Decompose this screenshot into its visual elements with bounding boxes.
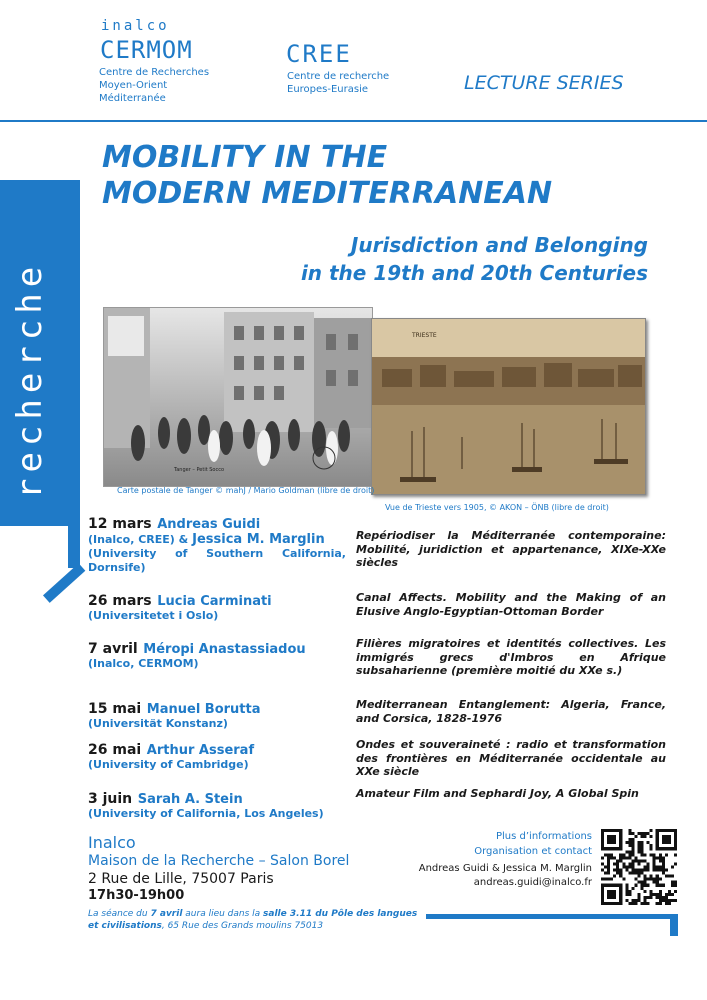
venue-note [88,908,418,932]
event-speaker-block [88,638,346,671]
info-subheading: Organisation et contact [474,846,592,857]
qr-code-drawing [601,829,677,905]
qr-code-icon[interactable] [601,829,677,905]
cree-sub-line: Europes-Eurasie [287,84,369,95]
trieste-postcard-drawing [372,319,645,494]
event-talk-title: Canal Affects. Mobility and the Making of an Elusive Anglo-Egyptian-Ottoman Border [356,591,666,618]
subtitle-line-1: Jurisdiction and Belonging [350,233,648,257]
note-room: salle 3.11 du Pôle des langues et civilisations [88,909,418,931]
cermom-subtitle [99,66,209,105]
tanger-postcard-image [103,307,373,487]
event-affiliation: (University of Cambridge) [88,758,249,771]
event-speaker: Manuel Borutta [146,702,261,717]
event-speaker-block [88,698,346,731]
cermom-logo: CERMOM [100,36,193,64]
lecture-series-label: LECTURE SERIES [464,72,624,94]
event-speaker-2: Jessica M. Marglin [192,532,325,547]
event-affiliation: (Universitetet i Oslo) [88,609,219,622]
header-divider [0,120,707,122]
event-date: 3 juin [88,791,133,807]
event-speaker: Arthur Asseraf [146,743,255,758]
event-affiliation: (Inalco, CREE) & [88,533,189,546]
info-heading: Plus d’informations [496,831,592,842]
tanger-postcard-drawing [104,308,372,486]
poster-subtitle [260,231,648,287]
cermom-sub-line: Centre de Recherches [99,67,210,78]
cree-logo: CREE [286,40,352,68]
venue-room: Maison de la Recherche – Salon Borel [88,853,350,869]
event-date: 7 avril [88,641,138,657]
note-text: La séance du [88,909,151,919]
footer-hook [670,914,678,936]
event-speaker-block [88,788,346,821]
cree-sub-line: Centre de recherche [287,71,390,82]
title-line-1: MOBILITY IN THE [102,140,388,175]
trieste-caption: Vue de Trieste vers 1905, © AKON – ÖNB (libre de droit) [385,503,609,512]
event-speaker-block [88,739,346,772]
poster-title [102,140,552,212]
event-affiliation: (Universität Konstanz) [88,717,228,730]
event-affiliation-2: (University of Southern California, Dornsife) [88,547,346,574]
note-date: 7 avril [150,909,183,919]
info-contact-email[interactable]: andreas.guidi@inalco.fr [473,877,592,888]
event-speaker: Lucia Carminati [157,594,272,609]
event-talk-title: Repériodiser la Méditerranée contemporaine: Mobilité, juridiction et appartenance, XIXe-XXe siècles [356,529,666,569]
tanger-caption: Carte postale de Tanger © mahJ / Mario Goldman (libre de droit) [117,486,375,495]
event-date: 26 mai [88,742,142,758]
cree-subtitle [287,70,389,96]
event-talk-title: Ondes et souveraineté : radio et transformation des frontières en Méditerranée occidentale au XXe siècle [356,738,666,778]
trieste-postcard-image [371,318,646,495]
venue-address: 2 Rue de Lille, 75007 Paris [88,871,274,887]
cermom-sub-line: Méditerranée [99,93,166,104]
note-text: aura lieu dans la [182,909,264,919]
band-word-recherche: recherche [10,260,50,499]
trieste-printed-label: TRIESTE [412,332,437,339]
event-speaker: Andreas Guidi [157,517,261,532]
footer-line [426,914,678,919]
event-talk-title: Mediterranean Entanglement: Algeria, France, and Corsica, 1828-1976 [356,698,666,725]
info-contact-names: Andreas Guidi & Jessica M. Marglin [418,863,592,874]
event-date: 12 mars [88,516,152,532]
event-talk-title: Filières migratoires et identités collectives. Les immigrés grecs d'Imbros en Afrique subsaharienne (première moitié du XXe s.) [356,637,666,677]
band-hook [68,526,80,568]
note-address: , 65 Rue des Grands moulins 75013 [161,921,324,931]
inalco-logo-text: inalco [101,18,170,34]
venue-institution: Inalco [88,833,136,852]
event-affiliation: (University of California, Los Angeles) [88,807,324,820]
event-affiliation: (Inalco, CERMOM) [88,657,199,670]
event-date: 26 mars [88,593,152,609]
cermom-sub-line: Moyen-Orient [99,80,168,91]
tanger-printed-label: Tanger – Petit Socco [174,467,225,473]
event-speaker: Méropi Anastassiadou [143,642,306,657]
subtitle-line-2: in the 19th and 20th Centuries [300,261,648,285]
event-speaker-block [88,590,346,623]
event-talk-title: Amateur Film and Sephardi Joy, A Global Spin [356,787,639,800]
title-line-2: MODERN MEDITERRANEAN [102,176,553,211]
event-speaker: Sarah A. Stein [137,792,243,807]
event-date: 15 mai [88,701,142,717]
event-speaker-block [88,513,346,575]
band-hook-diagonal [43,563,85,603]
venue-time: 17h30-19h00 [88,888,185,903]
